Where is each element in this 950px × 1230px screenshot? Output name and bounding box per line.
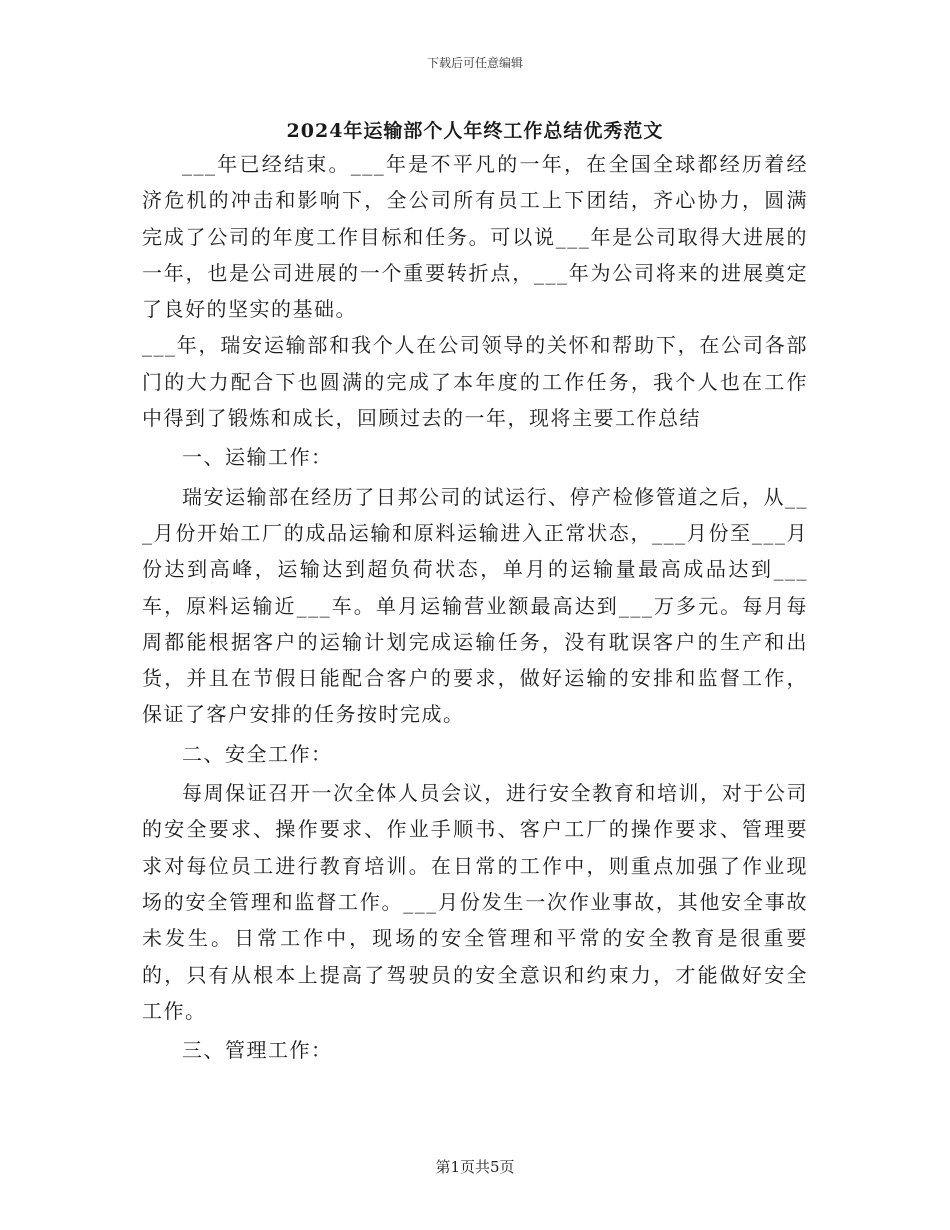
paragraph-intro: ___年已经结束。___年是不平凡的一年，在全国全球都经历着经济危机的冲击和影响下，全公司所有员工上下团结，齐心协力，圆满完成了公司的年度工作目标和任务。可以说___年是公司取得大进展的一年，也是公司进展的一个重要转折点，___年为公司将来的进展奠定了良好的坚实的基础。: [142, 152, 808, 322]
section-heading-safety: 二、安全工作：: [182, 741, 333, 766]
section-heading-management: 三、管理工作：: [182, 1038, 333, 1063]
page-header-note: 下载后可任意编辑: [426, 56, 523, 70]
paragraph-transport: 瑞安运输部在经历了日邦公司的试运行、停产检修管道之后，从___月份开始工厂的成品运输和原料运输进入正常状态，___月份至___月份达到高峰，运输达到超负荷状态，单月的运输量最高成品达到___车，原料运输近___车。单月运输营业额最高达到___万多元。每月每周都能根据客户的运输计划完成运输任务，没有耽误客户的生产和出货，并且在节假日能配合客户的要求，做好运输的安排和监督工作，保证了客户安排的任务按时完成。: [142, 484, 808, 727]
document-body: [142, 146, 808, 1071]
paragraph-summary: ___年，瑞安运输部和我个人在公司领导的关怀和帮助下，在公司各部门的大力配合下也圆满的完成了本年度的工作任务，我个人也在工作中得到了锻炼和成长，回顾过去的一年，现将主要工作总结: [142, 333, 808, 431]
document-title: 2024年运输部个人年终工作总结优秀范文: [286, 120, 664, 142]
page-number: 第1页共5页: [435, 1158, 515, 1176]
paragraph-safety: 每周保证召开一次全体人员会议，进行安全教育和培训，对于公司的安全要求、操作要求、作业手顺书、客户工厂的操作要求、管理要求对每位员工进行教育培训。在日常的工作中，则重点加强了作业现场的安全管理和监督工作。___月份发生一次作业事故，其他安全事故未发生。日常工作中，现场的安全管理和平常的安全教育是很重要的，只有从根本上提高了驾驶员的安全意识和约束力，才能做好安全工作。: [142, 781, 808, 1023]
section-heading-transport: 一、运输工作：: [182, 445, 333, 470]
